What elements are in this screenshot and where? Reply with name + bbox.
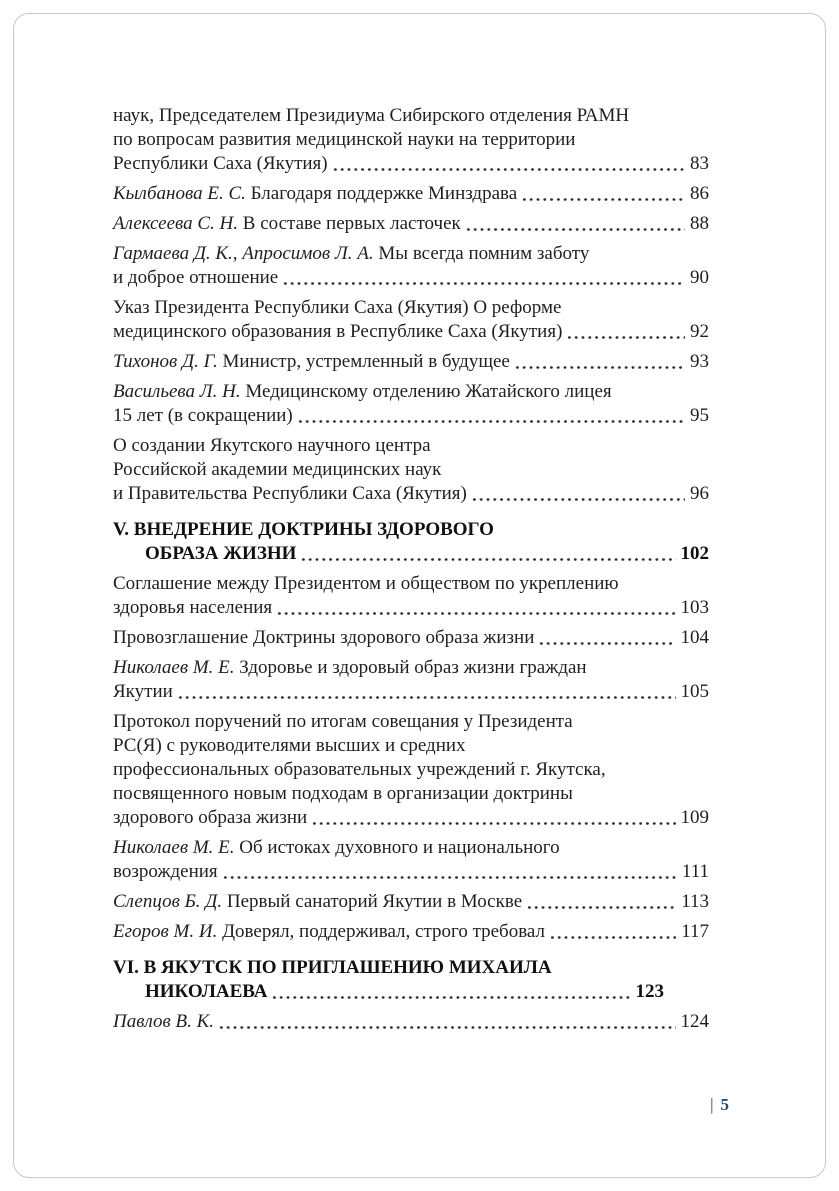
toc-entry [113, 572, 709, 620]
toc-author-name: Николаев М. Е. [113, 837, 235, 858]
toc-entry [113, 380, 709, 428]
toc-entry-text: Якутии [113, 681, 173, 702]
toc-entry-text: О создании Якутского научного центра [113, 435, 431, 456]
dot-leader [526, 890, 676, 914]
toc-entry-text: V. ВНЕДРЕНИЕ ДОКТРИНЫ ЗДОРОВОГО [113, 519, 494, 540]
toc-line [113, 482, 709, 506]
toc-entry [113, 836, 709, 884]
toc-entry-text [113, 1010, 214, 1034]
toc-entry-text: возрождения [113, 861, 218, 882]
toc-entry-text: Алексеева С. Н. В составе первых ласточек [113, 213, 461, 234]
dot-leader [521, 182, 685, 206]
toc-entry-text: Российской академии медицинских наук [113, 459, 442, 480]
toc-page-number: 104 [680, 627, 709, 648]
toc-line [113, 434, 709, 458]
toc-author-name: Гармаева Д. К., Апросимов Л. А. [113, 243, 374, 264]
toc-line [113, 782, 709, 806]
toc-line [113, 710, 709, 734]
toc-line [113, 518, 709, 542]
dot-leader [566, 320, 685, 344]
toc-page-number: 86 [690, 183, 709, 204]
toc-line [113, 734, 709, 758]
toc-entry-text: и Правительства Республики Саха (Якутия) [113, 483, 467, 504]
toc-entry [113, 182, 709, 206]
toc-line [113, 806, 709, 830]
toc-line [113, 1010, 709, 1034]
dot-leader [311, 806, 675, 830]
toc-page-number: 117 [681, 921, 709, 942]
toc-line [113, 350, 709, 374]
toc-entry-text: наук, Председателем Президиума Сибирского отделения РАМН [113, 105, 630, 126]
toc-page-number: 111 [681, 861, 709, 882]
toc-entry-text: профессиональных образовательных учреждений г. Якутска, [113, 759, 606, 780]
toc-author-name: Николаев М. Е. [113, 657, 235, 678]
dot-leader [300, 542, 675, 566]
toc-entry-text: Николаев М. Е. Об истоках духовного и национального [113, 837, 560, 858]
toc-line [113, 152, 709, 176]
toc-page-number: 109 [680, 807, 709, 828]
page-footer [710, 1095, 729, 1115]
toc-author-name: Кылбанова Е. С. [113, 183, 246, 204]
toc-page-number: 123 [635, 981, 664, 1002]
toc-page-number: 113 [681, 891, 709, 912]
toc-author-name: Васильева Л. Н. [113, 381, 241, 402]
toc-entry-text: VI. В ЯКУТСК ПО ПРИГЛАШЕНИЮ МИХАИЛА [113, 957, 552, 978]
toc-entry-text: посвященного новым подходам в организации доктрины [113, 783, 573, 804]
toc-entry-text: и доброе отношение [113, 267, 279, 288]
dot-leader [282, 266, 685, 290]
toc-entry-text: Соглашение между Президентом и обществом по укреплению [113, 573, 619, 594]
toc-entry [113, 656, 709, 704]
toc-entry [113, 626, 709, 650]
toc-entry-text: здорового образа жизни [113, 807, 308, 828]
toc-entry [113, 890, 709, 914]
dot-leader [549, 920, 676, 944]
toc-line [113, 458, 709, 482]
toc-entry-text: Васильева Л. Н. Медицинскому отделению Жатайского лицея [113, 381, 612, 402]
toc-author-name: Егоров М. И. [113, 921, 218, 942]
toc-page-number: 124 [680, 1011, 709, 1032]
scanned-page [13, 13, 826, 1178]
toc-entry [113, 296, 709, 344]
toc-entry [113, 434, 709, 506]
toc-line [113, 320, 709, 344]
toc-entry-text: НИКОЛАЕВА [145, 981, 268, 1002]
toc-line [113, 404, 709, 428]
toc-page-number: 105 [680, 681, 709, 702]
toc-page-number: 93 [690, 351, 709, 372]
toc-line [113, 890, 709, 914]
toc-line [113, 920, 709, 944]
toc-entry-text: Республики Саха (Якутия) [113, 153, 328, 174]
toc-page-number: 102 [680, 543, 709, 564]
toc-entry [113, 920, 709, 944]
toc-line [113, 680, 709, 704]
toc-entry-text: Провозглашение Доктрины здорового образа жизни [113, 627, 535, 648]
toc-author-name: Тихонов Д. Г. [113, 351, 218, 372]
toc-entry-text: медицинского образования в Республике Саха (Якутия) [113, 321, 563, 342]
toc-entry [113, 350, 709, 374]
toc-line [113, 242, 709, 266]
toc-entry-text: Кылбанова Е. С. Благодаря поддержке Минздрава [113, 183, 518, 204]
toc-entry-text: по вопросам развития медицинской науки на территории [113, 129, 576, 150]
dot-leader [177, 680, 676, 704]
toc-page-number: 96 [690, 483, 709, 504]
toc-entry-text: Указ Президента Республики Саха (Якутия) О реформе [113, 297, 562, 318]
toc-line [113, 542, 709, 566]
toc-section-heading [113, 956, 709, 1004]
toc-page-number: 83 [690, 153, 709, 174]
toc-entry-text: РС(Я) с руководителями высших и средних [113, 735, 466, 756]
toc-line [113, 626, 709, 650]
dot-leader [222, 860, 677, 884]
toc-list [113, 104, 709, 1034]
dot-leader [332, 152, 685, 176]
toc-entry [113, 212, 709, 236]
toc-entry [113, 1010, 709, 1034]
toc-line [113, 296, 709, 320]
toc-line [113, 596, 709, 620]
toc-page-number: 90 [690, 267, 709, 288]
toc-entry-text: Протокол поручений по итогам совещания у Президента [113, 711, 573, 732]
dot-leader [471, 482, 685, 506]
toc-entry [113, 242, 709, 290]
toc-author-name: Слепцов Б. Д. [113, 891, 223, 912]
toc-entry-text: 15 лет (в сокращении) [113, 405, 293, 426]
toc-line [113, 128, 709, 152]
toc-entry-text: Слепцов Б. Д. Первый санаторий Якутии в Москве [113, 891, 523, 912]
toc-page-number: 95 [690, 405, 709, 426]
dot-leader [297, 404, 685, 428]
toc-author-name: Павлов В. К. [113, 1011, 214, 1032]
toc-line [113, 836, 709, 860]
footer-page-number: 5 [720, 1095, 729, 1114]
toc-entry-text: Гармаева Д. К., Апросимов Л. А. Мы всегда помним заботу [113, 243, 590, 264]
toc-line [113, 956, 709, 980]
toc-line [113, 380, 709, 404]
toc-line [113, 758, 709, 782]
toc-line [113, 104, 709, 128]
toc-entry-text: Егоров М. И. Доверял, поддерживал, строго требовал [113, 921, 546, 942]
dot-leader [276, 596, 675, 620]
toc-author-name: Алексеева С. Н. [113, 213, 239, 234]
toc-section-heading [113, 518, 709, 566]
toc-line [113, 980, 709, 1004]
dot-leader [465, 212, 685, 236]
toc-entry-text: здоровья населения [113, 597, 273, 618]
dot-leader [538, 626, 675, 650]
footer-separator: | [710, 1095, 714, 1114]
toc-entry [113, 104, 709, 176]
dot-leader [271, 980, 630, 1004]
toc-page-number: 103 [680, 597, 709, 618]
toc-entry-text: Тихонов Д. Г. Министр, устремленный в будущее [113, 351, 510, 372]
toc-line [113, 572, 709, 596]
toc-page-number: 92 [690, 321, 709, 342]
toc-page-number: 88 [690, 213, 709, 234]
toc-entry [113, 710, 709, 830]
toc-line [113, 656, 709, 680]
toc-line [113, 860, 709, 884]
toc-line [113, 182, 709, 206]
toc-line [113, 212, 709, 236]
dot-leader [218, 1010, 676, 1034]
toc-entry-text: ОБРАЗА ЖИЗНИ [145, 543, 297, 564]
toc-entry-text: Николаев М. Е. Здоровье и здоровый образ жизни граждан [113, 657, 587, 678]
toc-line [113, 266, 709, 290]
dot-leader [514, 350, 685, 374]
